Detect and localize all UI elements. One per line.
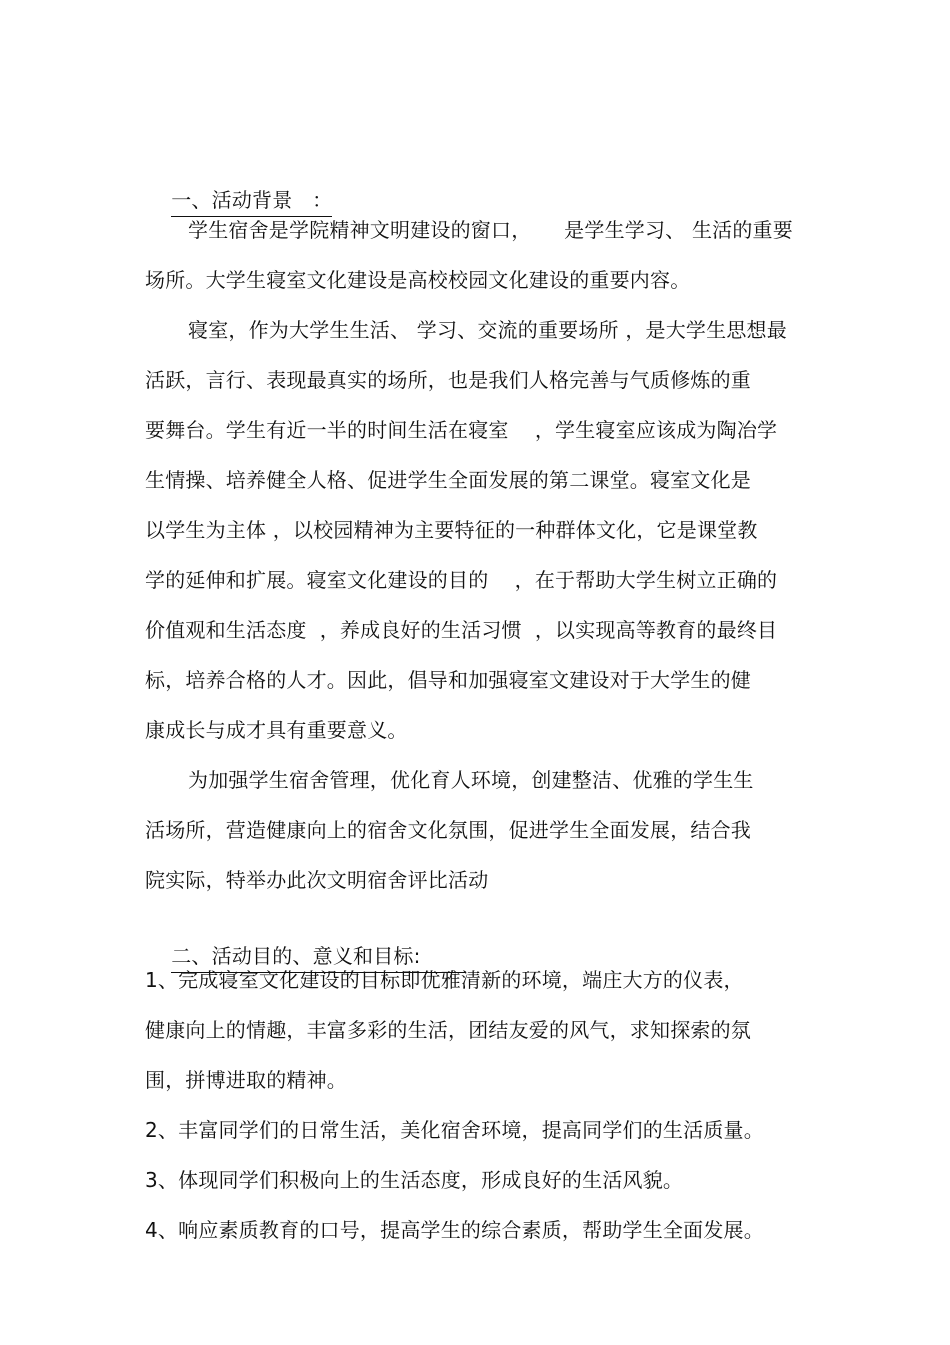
paragraph-line: 活跃，言行、表现最真实的场所，也是我们人格完善与气质修炼的重 (145, 368, 751, 392)
list-item: 4、响应素质教育的口号，提高学生的综合素质，帮助学生全面发展。 (145, 1218, 764, 1242)
list-item: 3、体现同学们积极向上的生活态度，形成良好的生活风貌。 (145, 1168, 684, 1192)
list-item: 健康向上的情趣，丰富多彩的生活，团结友爱的风气，求知探索的氛 (145, 1018, 751, 1042)
paragraph-line: 价值观和生活态度 ，养成良好的生活习惯 ，以实现高等教育的最终目 (145, 618, 778, 642)
paragraph-line: 标，培养合格的人才。因此，倡导和加强寝室文建设对于大学生的健 (145, 668, 751, 692)
paragraph-line: 学生宿舍是学院精神文明建设的窗口， 是学生学习、 生活的重要 (188, 218, 793, 242)
paragraph-line: 院实际，特举办此次文明宿舍评比活动 (145, 868, 489, 892)
paragraph-line: 生情操、培养健全人格、促进学生全面发展的第二课堂。寝室文化是 (145, 468, 751, 492)
list-item: 1、完成寝室文化建设的目标即优雅清新的环境，端庄大方的仪表， (145, 968, 744, 992)
paragraph-line: 学的延伸和扩展。寝室文化建设的目的 ，在于帮助大学生树立正确的 (145, 568, 778, 592)
paragraph-line: 活场所，营造健康向上的宿舍文化氛围，促进学生全面发展，结合我 (145, 818, 751, 842)
paragraph-line: 要舞台。学生有近一半的时间生活在寝室 ，学生寝室应该成为陶冶学 (145, 418, 778, 442)
paragraph-line: 寝室，作为大学生生活、 学习、交流的重要场所 ，是大学生思想最 (188, 318, 787, 342)
section-2-heading: 二、活动目的、意义和目标: (171, 942, 466, 973)
paragraph-line: 为加强学生宿舍管理，优化育人环境，创建整洁、优雅的学生生 (188, 768, 754, 792)
paragraph-line: 康成长与成才具有重要意义。 (145, 718, 408, 742)
paragraph-line: 场所。大学生寝室文化建设是高校校园文化建设的重要内容。 (145, 268, 691, 292)
paragraph-line: 以学生为主体 ，以校园精神为主要特征的一种群体文化，它是课堂教 (145, 518, 758, 542)
section-1-heading: 一、活动背景 ： (171, 186, 332, 217)
list-item: 2、丰富同学们的日常生活，美化宿舍环境，提高同学们的生活质量。 (145, 1118, 764, 1142)
list-item: 围，拼博进取的精神。 (145, 1068, 347, 1092)
